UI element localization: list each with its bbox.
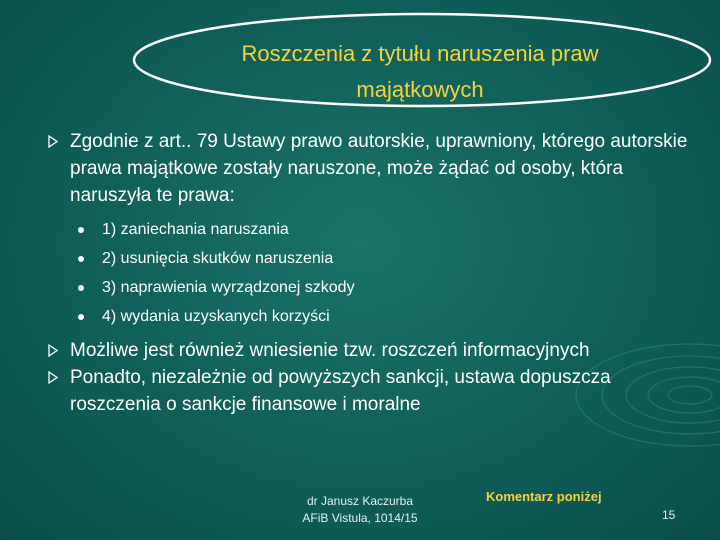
author-name: dr Janusz Kaczurba bbox=[306, 494, 414, 508]
sub-item-4-text: 4) wydania uzyskanych korzyści bbox=[102, 308, 330, 325]
comment-note: Komentarz poniżej bbox=[486, 489, 602, 504]
title-line-2: majątkowych bbox=[356, 77, 484, 102]
sub-item-3 bbox=[78, 273, 688, 302]
sub-item-2 bbox=[78, 244, 688, 273]
arrowhead-icon bbox=[48, 135, 58, 148]
sub-item-1 bbox=[78, 215, 688, 244]
slide-content bbox=[48, 128, 688, 418]
dot-icon bbox=[78, 285, 84, 291]
arrowhead-icon bbox=[48, 371, 58, 384]
slide-title bbox=[140, 36, 700, 108]
dot-icon bbox=[78, 227, 84, 233]
arrowhead-icon bbox=[48, 344, 58, 357]
bullet-1 bbox=[48, 128, 688, 209]
page-number: 15 bbox=[662, 508, 676, 522]
bullet-1-text: Zgodnie z art.. 79 Ustawy prawo autorskie, uprawniony, którego autorskie prawa majątkowe zostały naruszone, może żądać od osoby, która naruszyła te prawa: bbox=[70, 131, 688, 206]
bullet-3 bbox=[48, 364, 688, 418]
sub-item-2-text: 2) usunięcia skutków naruszenia bbox=[102, 250, 334, 267]
bullet-2 bbox=[48, 337, 688, 364]
title-line-1: Roszczenia z tytułu naruszenia praw bbox=[241, 41, 599, 66]
dot-icon bbox=[78, 314, 84, 320]
sub-item-3-text: 3) naprawienia wyrządzonej szkody bbox=[102, 279, 355, 296]
sub-item-1-text: 1) zaniechania naruszania bbox=[102, 221, 289, 238]
sub-item-4 bbox=[78, 302, 688, 331]
bullet-2-text: Możliwe jest również wniesienie tzw. roszczeń informacyjnych bbox=[70, 340, 590, 361]
sub-list bbox=[48, 215, 688, 331]
author-affiliation: AFiB Vistula, 1014/15 bbox=[302, 511, 418, 525]
dot-icon bbox=[78, 256, 84, 262]
footer-author bbox=[270, 493, 450, 527]
bullet-3-text: Ponadto, niezależnie od powyższych sankcji, ustawa dopuszcza roszczenia o sankcje finansowe i moralne bbox=[70, 367, 611, 415]
